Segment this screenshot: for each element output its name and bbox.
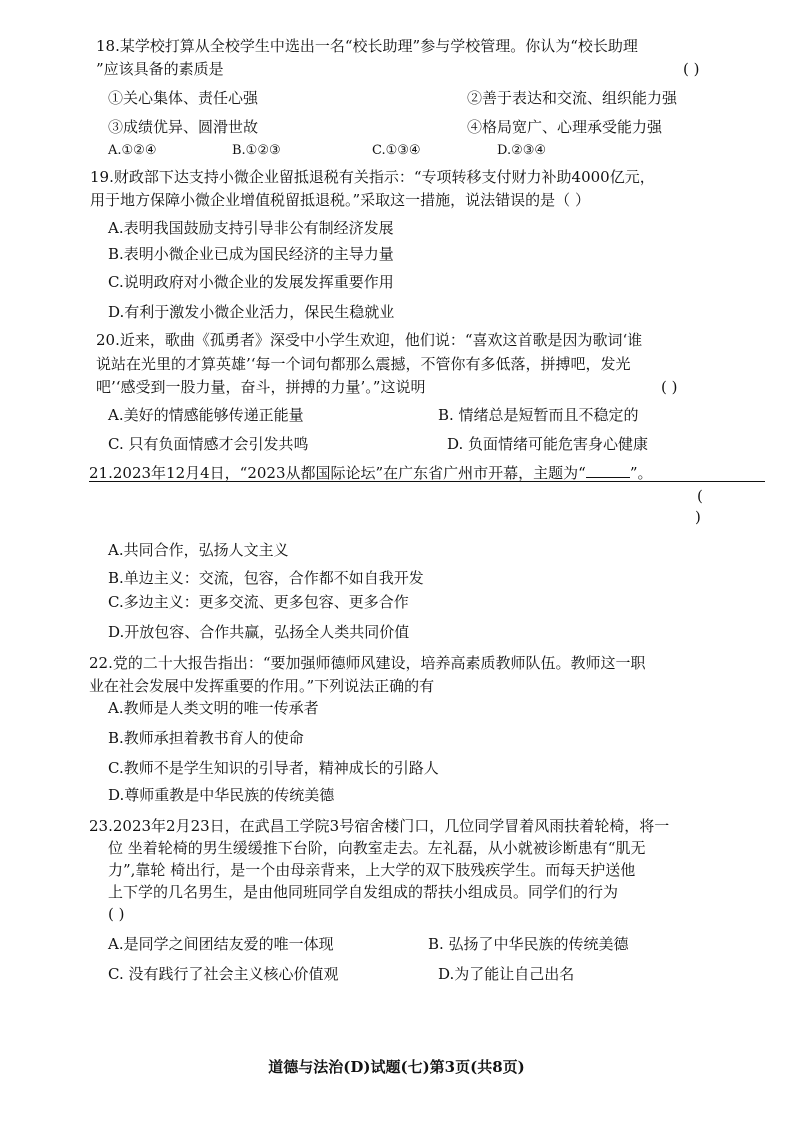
q23-option-d: D.为了能让自己出名: [438, 965, 575, 983]
q21-fill-blank: [586, 463, 630, 478]
q18-option-a: A.①②④: [108, 143, 157, 158]
q23-option-b: B. 弘扬了中华民族的传统美德: [428, 935, 629, 953]
q18-answer-paren: ( ): [683, 60, 700, 78]
q18-item-4: ④格局宽广、心理承受能力强: [467, 118, 663, 136]
q21-option-a: A.共同合作，弘扬人文主义: [108, 541, 289, 559]
q21-option-d: D.开放包容、合作共赢，弘扬全人类共同价值: [108, 623, 410, 641]
q22-stem-line-2: 业在社会发展中发挥重要的作用。”下列说法正确的有: [89, 677, 435, 695]
q22-option-d: D.尊师重教是中华民族的传统美德: [108, 786, 335, 804]
q20-answer-paren: ( ): [661, 378, 678, 396]
q22-option-c: C.教师不是学生知识的引导者，精神成长的引路人: [108, 759, 439, 777]
q21-underline: [89, 481, 765, 482]
q20-option-c: C. 只有负面情感才会引发共鸣: [108, 435, 309, 453]
q23-option-a: A.是同学之间团结友爱的唯一体现: [108, 935, 334, 953]
q23-stem-line-4: 上下学的几名男生，是由他同班同学自发组成的帮扶小组成员。同学们的行为: [108, 883, 619, 901]
q18-item-1: ①关心集体、责任心强: [108, 89, 259, 107]
q19-stem-line-1: 19.财政部下达支持小微企业留抵退税有关指示：“专项转移支付财力补助4000亿元，: [90, 168, 655, 186]
q21-option-b: B.单边主义：交流，包容，合作都不如自我开发: [108, 569, 424, 587]
q19-option-b: B.表明小微企业已成为国民经济的主导力量: [108, 245, 394, 263]
q20-option-a: A.美好的情感能够传递正能量: [108, 406, 304, 424]
q23-option-c: C. 没有践行了社会主义核心价值观: [108, 965, 339, 983]
q23-answer-paren: ( ): [108, 905, 125, 923]
q23-stem-line-3: 力”,靠轮 椅出行，是一个由母亲背来，上大学的双下肢残疾学生。而每天护送他: [108, 861, 636, 879]
q20-option-d: D. 负面情绪可能危害身心健康: [447, 435, 649, 453]
q19-option-a: A.表明我国鼓励支持引导非公有制经济发展: [108, 219, 394, 237]
q19-option-d: D.有利于激发小微企业活力，保民生稳就业: [108, 303, 395, 321]
q18-option-c: C.①③④: [372, 143, 421, 158]
q18-item-2: ②善于表达和交流、组织能力强: [467, 89, 678, 107]
q22-option-a: A.教师是人类文明的唯一传承者: [108, 699, 319, 717]
q22-option-b: B.教师承担着教书育人的使命: [108, 729, 304, 747]
q18-stem-line-2: ”应该具备的素质是: [96, 60, 224, 78]
q18-item-3: ③成绩优异、圆滑世故: [108, 118, 259, 136]
q18-option-b: B.①②③: [232, 143, 281, 158]
q23-stem-line-2: 位 坐着轮椅的男生缓缓推下台阶，向教室走去。左礼磊，从小就被诊断患有“肌无: [108, 839, 646, 857]
q20-stem-line-3: 吧’‘感受到一股力量，奋斗，拼搏的力量’。”这说明: [96, 378, 426, 396]
q18-option-d: D.②③④: [497, 143, 547, 158]
q21-stem-text: 21.2023年12月4日，“2023从都国际论坛”在广东省广州市开幕，主题为“: [89, 464, 586, 482]
q23-stem-line-1: 23.2023年2月23日，在武昌工学院3号宿舍楼门口，几位同学冒着风雨扶着轮椅，将一: [89, 817, 670, 835]
q22-stem-line-1: 22.党的二十大报告指出：“要加强师德师风建设，培养高素质教师队伍。教师这一职: [89, 654, 646, 672]
q21-stem-end: ”。: [629, 464, 653, 482]
q21-paren-open: (: [697, 487, 703, 505]
q21-paren-close: ): [695, 508, 701, 526]
q21-option-c: C.多边主义：更多交流、更多包容、更多合作: [108, 593, 409, 611]
q19-stem-line-2: 用于地方保障小微企业增值税留抵退税。”采取这一措施，说法错误的是（ ）: [90, 191, 590, 209]
q20-stem-line-1: 20.近来，歌曲《孤勇者》深受中小学生欢迎，他们说：“喜欢这首歌是因为歌词‘谁: [96, 331, 643, 349]
q21-stem-line-1: [89, 463, 653, 483]
q19-option-c: C.说明政府对小微企业的发展发挥重要作用: [108, 273, 394, 291]
q18-stem-line-1: 18.某学校打算从全校学生中选出一名“校长助理”参与学校管理。你认为“校长助理: [96, 37, 638, 55]
page-footer: 道德与法治(D)试题(七)第3页(共8页): [268, 1058, 525, 1076]
q20-option-b: B. 情绪总是短暂而且不稳定的: [438, 406, 639, 424]
q20-stem-line-2: 说站在光里的才算英雄’‘每一个词句都那么震撼，不管你有多低落，拼搏吧，发光: [96, 355, 631, 373]
